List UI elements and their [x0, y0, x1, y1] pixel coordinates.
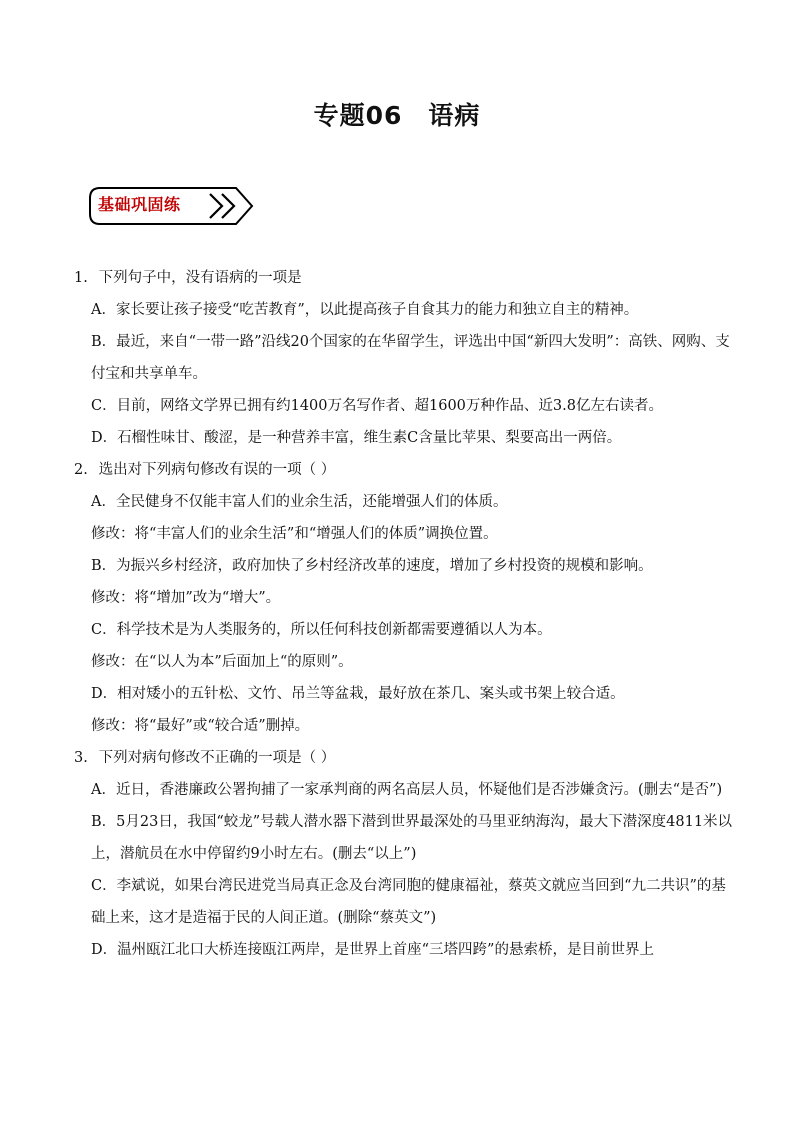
option-text: A．全民健身不仅能丰富人们的业余生活，还能增强人们的体质。	[91, 494, 508, 510]
option-text: C．目前，网络文学界已拥有约1400万名写作者、超1600万种作品、近3.8亿左右读者。	[91, 398, 663, 414]
section-label: 基础巩固练	[98, 195, 181, 214]
option-text: B．5月23日，我国“蛟龙”号载人潜水器下潜到世界最深处的马里亚纳海沟，最大下潜深度4811米以上，潜航员在水中停留约9小时左右。(删去“以上”)	[91, 814, 733, 862]
question-list	[74, 262, 734, 966]
section-badge	[86, 184, 256, 228]
option-text: C．李斌说，如果台湾民进党当局真正念及台湾同胞的健康福祉，蔡英文就应当回到“九二共识”的基础上来，这才是造福于民的人间正道。(删除“蔡英文”)	[91, 878, 726, 926]
option-text: D．石榴性味甘、酸涩，是一种营养丰富，维生素C含量比苹果、梨要高出一两倍。	[91, 430, 622, 446]
option-text: B．为振兴乡村经济，政府加快了乡村经济改革的速度，增加了乡村投资的规模和影响。	[91, 558, 653, 574]
revision-text: 修改：将“增加”改为“增大”。	[91, 590, 281, 606]
option-text: B．最近，来自“一带一路”沿线20个国家的在华留学生，评选出中国“新四大发明”：高铁、网购、支付宝和共享单车。	[91, 334, 730, 382]
page-title	[0, 98, 794, 134]
title-sub: 语病	[428, 101, 481, 130]
revision-text: 修改：在“以人为本”后面加上“的原则”。	[91, 654, 353, 670]
option-text: A．家长要让孩子接受“吃苦教育”，以此提高孩子自食其力的能力和独立自主的精神。	[91, 302, 639, 318]
revision-text: 修改：将“最好”或“较合适”删掉。	[91, 718, 310, 734]
option-text: C．科学技术是为人类服务的，所以任何科技创新都需要遵循以人为本。	[91, 622, 552, 638]
question-stem: 1. 下列句子中，没有语病的一项是	[74, 270, 302, 286]
question-stem: 3. 下列对病句修改不正确的一项是（ ）	[74, 750, 336, 766]
question-stem: 2. 选出对下列病句修改有误的一项（ ）	[74, 462, 336, 478]
revision-text: 修改：将“丰富人们的业余生活”和“增强人们的体质”调换位置。	[91, 526, 498, 542]
title-main: 专题06	[313, 101, 403, 130]
option-text: D．温州瓯江北口大桥连接瓯江两岸，是世界上首座“三塔四跨”的悬索桥，是目前世界上	[91, 942, 654, 958]
option-text: A．近日，香港廉政公署拘捕了一家承判商的两名高层人员，怀疑他们是否涉嫌贪污。(删去“是否”)	[91, 782, 723, 798]
option-text: D．相对矮小的五针松、文竹、吊兰等盆栽，最好放在茶几、案头或书架上较合适。	[91, 686, 625, 702]
